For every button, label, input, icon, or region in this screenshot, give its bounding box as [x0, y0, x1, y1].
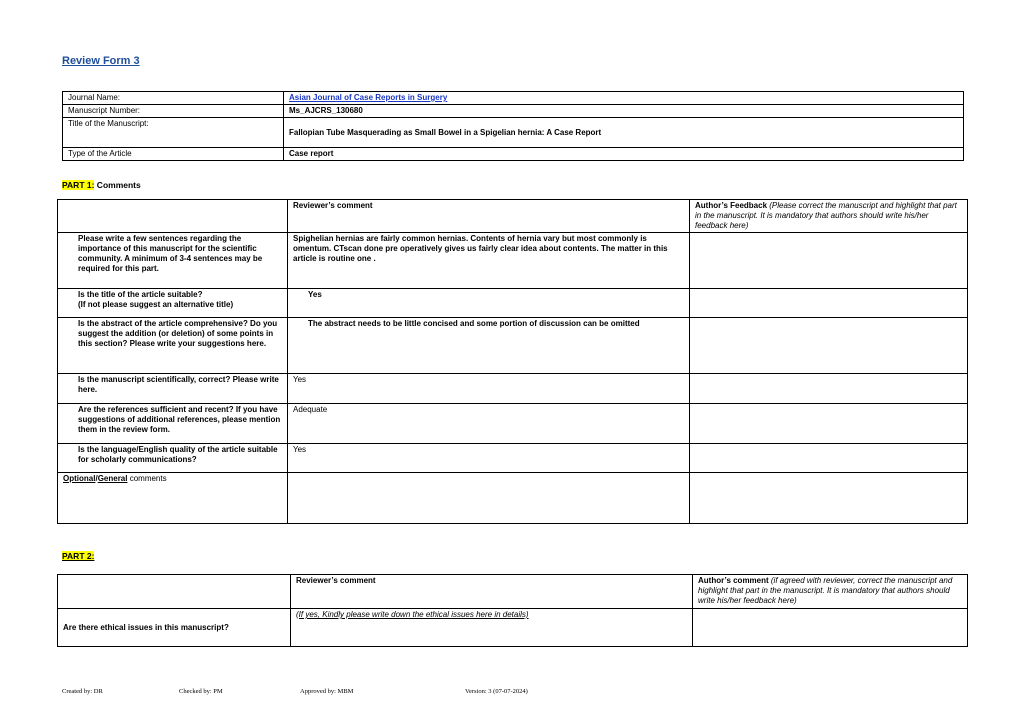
- comment-importance: Spighelian hernias are fairly common hernias. Contents of hernia vary but most commonly is omentum. CTscan done pre operatively gives us fairly clear idea about contents. The matter in this article is routine one .: [288, 233, 690, 289]
- feedback-references[interactable]: [690, 404, 968, 444]
- question-abstract: Is the abstract of the article comprehensive? Do you suggest the addition (or deletion) of some points in this section? Please write your suggestions here.: [58, 318, 288, 374]
- part1-label: PART 1:: [62, 180, 95, 190]
- optional-general-comment[interactable]: [288, 473, 690, 524]
- form-title: Review Form 3: [62, 55, 140, 67]
- question-importance: Please write a few sentences regarding the importance of this manuscript for the scientific community. A minimum of 3-4 sentences may be required for this part.: [58, 233, 288, 289]
- question-title: Is the title of the article suitable? (If not please suggest an alternative title): [58, 289, 288, 318]
- footer-version: Version: 3 (07-07-2024): [465, 688, 528, 695]
- part2-author-header: Author’s comment (if agreed with reviewer, correct the manuscript and highlight that part in the manuscript. It is mandatory that authors should write his/her feedback here): [693, 575, 968, 609]
- comment-ethics: (If yes, Kindly please write down the ethical issues here in details): [291, 609, 693, 647]
- question-references: Are the references sufficient and recent? If you have suggestions of additional references, please mention them in the review form.: [58, 404, 288, 444]
- part1-reviewer-header: Reviewer’s comment: [288, 200, 690, 233]
- feedback-abstract[interactable]: [690, 318, 968, 374]
- article-type-label: Type of the Article: [63, 148, 284, 161]
- manuscript-title-label: Title of the Manuscript:: [63, 118, 284, 148]
- part2-ethics-table: [57, 574, 968, 647]
- feedback-scientific[interactable]: [690, 374, 968, 404]
- question-language: Is the language/English quality of the article suitable for scholarly communications?: [58, 444, 288, 473]
- comment-scientific: Yes: [288, 374, 690, 404]
- article-type-value: Case report: [284, 148, 964, 161]
- footer-checked-by: Checked by: PM: [179, 688, 223, 695]
- journal-link[interactable]: Asian Journal of Case Reports in Surgery: [289, 93, 448, 102]
- manuscript-number-label: Manuscript Number:: [63, 105, 284, 118]
- optional-general-label: Optional/General comments: [58, 473, 288, 524]
- comment-abstract: The abstract needs to be little concised and some portion of discussion can be omitted: [288, 318, 690, 374]
- feedback-importance[interactable]: [690, 233, 968, 289]
- part1-heading: [62, 180, 141, 190]
- optional-general-feedback[interactable]: [690, 473, 968, 524]
- comment-title: Yes: [288, 289, 690, 318]
- feedback-ethics[interactable]: [693, 609, 968, 647]
- comment-references: Adequate: [288, 404, 690, 444]
- part2-reviewer-header: Reviewer’s comment: [291, 575, 693, 609]
- question-scientific: Is the manuscript scientifically, correct? Please write here.: [58, 374, 288, 404]
- question-ethics: Are there ethical issues in this manuscript?: [58, 609, 291, 647]
- manuscript-info-table: [62, 91, 964, 161]
- footer-created-by: Created by: DR: [62, 688, 103, 695]
- feedback-language[interactable]: [690, 444, 968, 473]
- part2-label: PART 2:: [62, 551, 95, 561]
- manuscript-number-value: Ms_AJCRS_130680: [284, 105, 964, 118]
- part2-heading: [62, 551, 94, 561]
- part1-empty-header: [58, 200, 288, 233]
- manuscript-title-value: Fallopian Tube Masquerading as Small Bowel in a Spigelian hernia: A Case Report: [284, 118, 964, 148]
- feedback-title[interactable]: [690, 289, 968, 318]
- part1-label-rest: Comments: [94, 180, 141, 190]
- comment-language: Yes: [288, 444, 690, 473]
- part2-empty-header: [58, 575, 291, 609]
- journal-label: Journal Name:: [63, 92, 284, 105]
- part1-comments-table: [57, 199, 968, 524]
- part1-author-header: Author’s Feedback (Please correct the manuscript and highlight that part in the manuscript. It is mandatory that authors should write his/her feedback here): [690, 200, 968, 233]
- footer-approved-by: Approved by: MBM: [300, 688, 354, 695]
